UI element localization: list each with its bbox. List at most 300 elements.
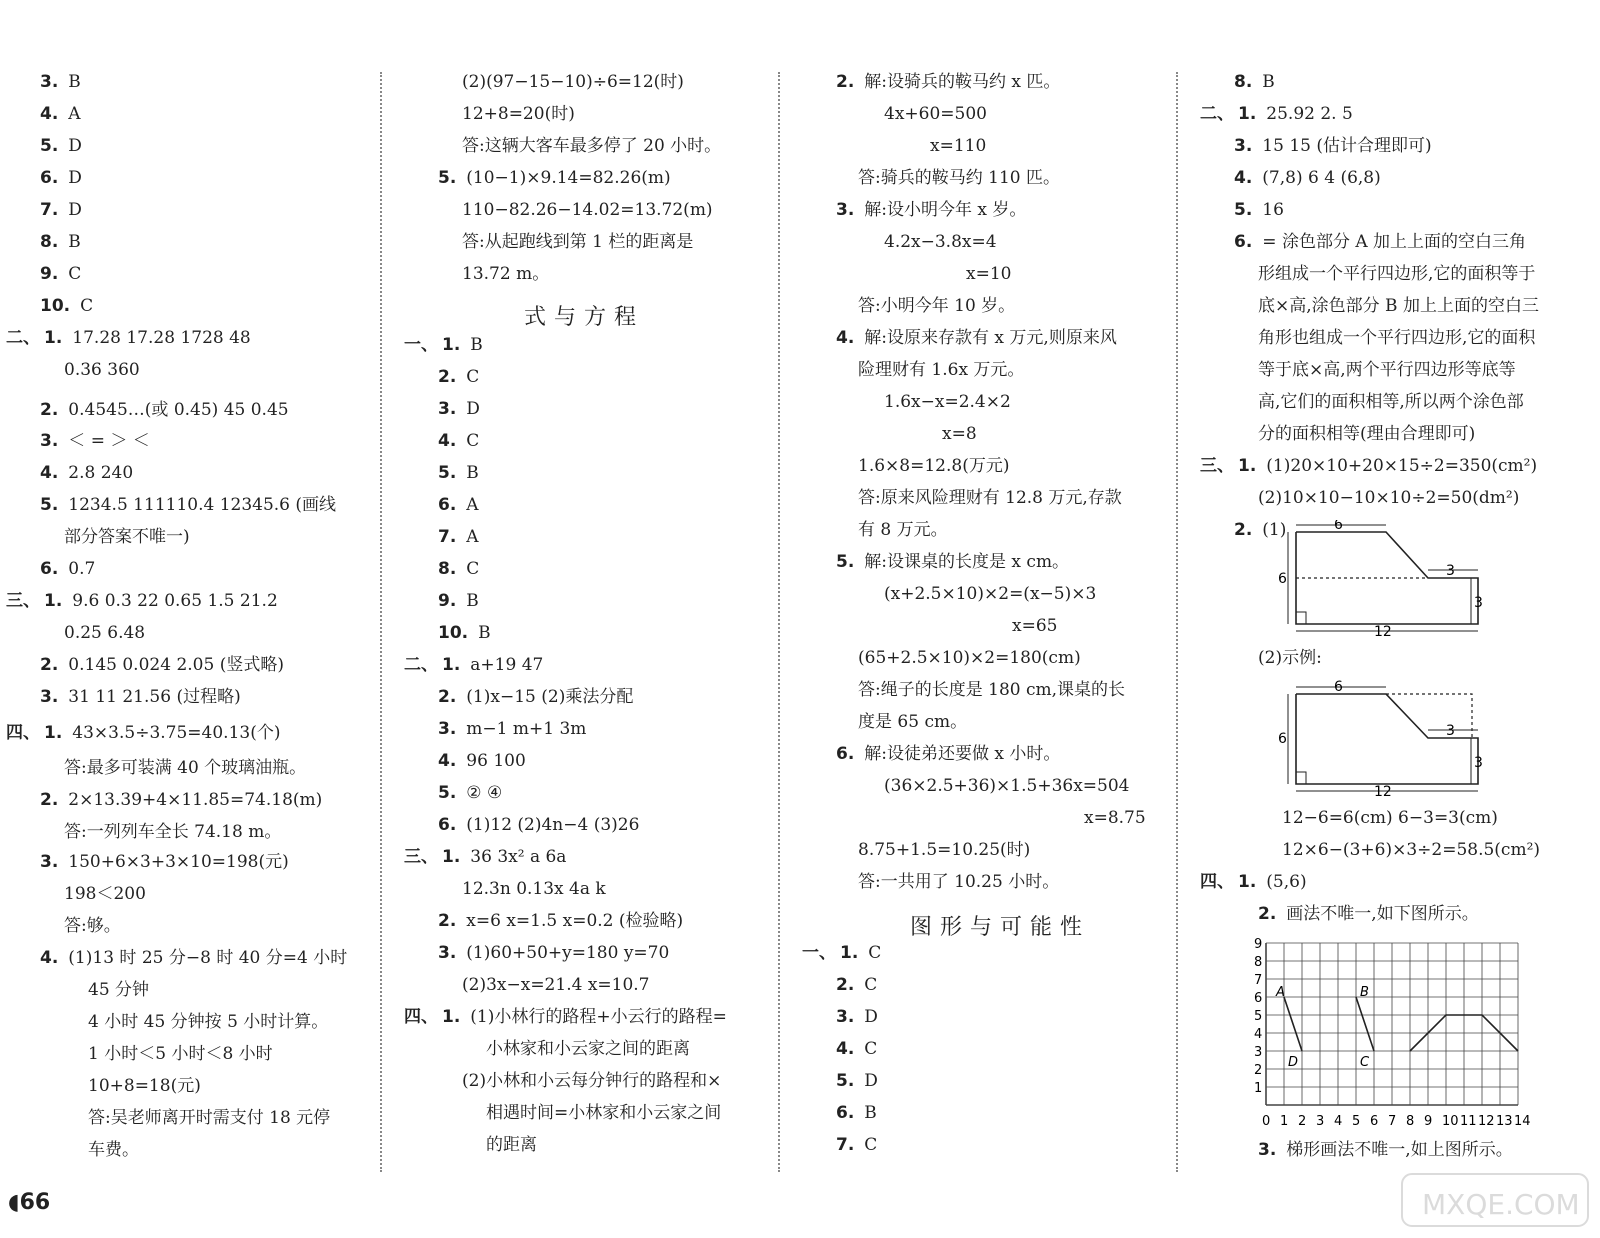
question-number: 1. xyxy=(44,723,63,743)
answer-line xyxy=(836,71,1060,93)
answer-text: 12+8=20(时) xyxy=(462,104,575,124)
answer-text: 0.7 xyxy=(68,559,96,579)
label-right-top: 3 xyxy=(1446,723,1455,739)
answer-line xyxy=(836,1070,878,1092)
answer-line xyxy=(438,814,639,836)
answer-line xyxy=(1234,135,1432,157)
answer-line xyxy=(1234,167,1381,189)
section-marker: 四、 xyxy=(6,723,40,743)
answer-text: (10−1)×9.14=82.26(m) xyxy=(466,168,671,188)
answer-text: B xyxy=(466,463,479,483)
x-tick-label: 1 xyxy=(1280,1114,1289,1129)
column-separator-2 xyxy=(778,72,780,1172)
answer-line xyxy=(858,487,1122,509)
answer-line xyxy=(404,846,566,868)
answer-text: 43×3.5÷3.75=40.13(个) xyxy=(72,723,281,743)
section-marker: 一、 xyxy=(802,943,836,963)
answer-text: A xyxy=(68,104,81,124)
answer-line xyxy=(438,718,586,740)
answer-line xyxy=(40,295,93,317)
section-marker: 二、 xyxy=(1200,104,1234,124)
answer-text: 13.72 m。 xyxy=(462,264,550,284)
question-number: 5. xyxy=(438,168,457,188)
question-number: 5. xyxy=(836,1071,855,1091)
answer-line xyxy=(438,942,669,964)
x-tick-label: 2 xyxy=(1298,1114,1307,1129)
answer-line xyxy=(884,103,987,125)
point-D: D xyxy=(1288,1055,1299,1070)
answer-text: 4.2x−3.8x=4 xyxy=(884,232,997,252)
answer-line xyxy=(1258,359,1516,381)
x-tick-label: 5 xyxy=(1352,1114,1361,1129)
point-C: C xyxy=(1360,1055,1370,1070)
answer-text: 2×13.39+4×11.85=74.18(m) xyxy=(68,790,323,810)
label-bottom: 12 xyxy=(1374,784,1392,800)
answer-text: 解:设骑兵的鞍马约 x 匹。 xyxy=(864,72,1061,92)
answer-text: B xyxy=(466,591,479,611)
answer-line xyxy=(942,423,977,445)
question-number: 4. xyxy=(438,751,457,771)
answer-line xyxy=(64,757,306,779)
column-separator-3 xyxy=(1176,72,1178,1172)
question-number: 6. xyxy=(836,1103,855,1123)
question-number: 1. xyxy=(442,1007,461,1027)
question-number: 10. xyxy=(40,296,71,316)
answer-text: B xyxy=(470,335,483,355)
answer-line xyxy=(462,1070,721,1092)
answer-line xyxy=(40,686,241,708)
question-number: 3. xyxy=(40,852,59,872)
label-bottom: 12 xyxy=(1374,624,1392,640)
answer-text: x=65 xyxy=(1012,616,1058,636)
figure-composite-shape-2 xyxy=(1278,680,1508,805)
x-tick-label: 11 xyxy=(1460,1114,1477,1129)
answer-line xyxy=(462,263,549,285)
answer-text: 答:吴老师离开时需支付 18 元停 xyxy=(88,1108,331,1128)
question-number: 5. xyxy=(40,136,59,156)
answer-line xyxy=(884,775,1130,797)
answer-line xyxy=(438,686,633,708)
point-A: A xyxy=(1276,985,1285,1000)
answer-line xyxy=(1258,423,1475,445)
answer-text: (1)小林行的路程+小云行的路程= xyxy=(470,1007,727,1027)
question-number: 3. xyxy=(40,687,59,707)
y-tick-label: 9 xyxy=(1254,937,1263,952)
answer-text: 的距离 xyxy=(486,1135,537,1155)
answer-text: x=8 xyxy=(942,424,977,444)
answer-line xyxy=(404,334,483,356)
answer-text: 部分答案不唯一) xyxy=(64,527,190,547)
question-number: 1. xyxy=(840,943,859,963)
answer-line xyxy=(40,399,289,421)
question-number: 9. xyxy=(40,264,59,284)
answer-text: 25.92 2. 5 xyxy=(1266,104,1353,124)
answer-line xyxy=(462,974,650,996)
answer-line xyxy=(6,722,280,744)
answer-line xyxy=(438,526,479,548)
answer-line xyxy=(1200,455,1537,477)
answer-text: = 涂色部分 A 加上上面的空白三角 xyxy=(1262,232,1527,252)
answer-line xyxy=(438,590,479,612)
answer-line xyxy=(1258,487,1519,509)
answer-text: (5,6) xyxy=(1266,872,1307,892)
answer-text: 车费。 xyxy=(88,1140,139,1160)
answer-text: 小林家和小云家之间的距离 xyxy=(486,1039,690,1059)
answer-text: B xyxy=(68,72,81,92)
x-tick-label: 13 xyxy=(1496,1114,1513,1129)
answer-text: 4 小时 45 分钟按 5 小时计算。 xyxy=(88,1012,329,1032)
question-number: 4. xyxy=(438,431,457,451)
answer-text: a+19 47 xyxy=(470,655,544,675)
label-top: 6 xyxy=(1334,520,1343,533)
answer-line xyxy=(64,821,281,843)
answer-text: 45 分钟 xyxy=(88,980,150,1000)
answer-text: 0.145 0.024 2.05 (竖式略) xyxy=(68,655,284,675)
question-number: 3. xyxy=(1258,1140,1277,1160)
y-tick-label: 7 xyxy=(1254,973,1263,988)
answer-line xyxy=(438,462,479,484)
answer-line xyxy=(1258,263,1535,285)
answer-line xyxy=(1282,807,1498,829)
question-number: 6. xyxy=(1234,232,1253,252)
answer-line xyxy=(40,71,81,93)
answer-text: C xyxy=(864,975,878,995)
answer-line xyxy=(836,1134,877,1156)
answer-line xyxy=(1200,103,1353,125)
question-number: 7. xyxy=(40,200,59,220)
question-number: 8. xyxy=(1234,72,1253,92)
answer-line xyxy=(858,167,1060,189)
answer-line xyxy=(462,231,693,253)
answer-line xyxy=(438,782,502,804)
answer-line xyxy=(1258,1139,1513,1161)
answer-line xyxy=(88,1011,328,1033)
answer-line xyxy=(462,878,606,900)
answer-text: 解:设小明今年 x 岁。 xyxy=(864,200,1027,220)
figure-composite-shape-1 xyxy=(1278,520,1508,645)
section-title-shapes-probability: 图形与可能性 xyxy=(910,915,1091,940)
question-number: 4. xyxy=(836,328,855,348)
section-marker: 四、 xyxy=(404,1007,438,1027)
answer-line xyxy=(1084,807,1146,829)
answer-line xyxy=(88,979,149,1001)
answer-line xyxy=(884,391,1011,413)
answer-text: B xyxy=(864,1103,877,1123)
answer-text: 相遇时间=小林家和小云家之间 xyxy=(486,1103,722,1123)
answer-line xyxy=(64,915,121,937)
question-number: 6. xyxy=(40,168,59,188)
question-number: 1. xyxy=(442,335,461,355)
answer-text: 198＜200 xyxy=(64,884,146,904)
answer-text: C xyxy=(466,431,480,451)
y-tick-label: 2 xyxy=(1254,1063,1263,1078)
answer-line xyxy=(858,519,948,541)
answer-text: 16 xyxy=(1262,200,1284,220)
answer-line xyxy=(438,910,683,932)
question-number: 5. xyxy=(836,552,855,572)
section-marker: 二、 xyxy=(404,655,438,675)
question-number: 1. xyxy=(1238,456,1257,476)
answer-line xyxy=(1234,199,1284,221)
question-number: 2. xyxy=(836,975,855,995)
answer-text: 底×高,涂色部分 B 加上上面的空白三 xyxy=(1258,296,1539,316)
answer-text: 17.28 17.28 1728 48 xyxy=(72,328,251,348)
answer-text: ＜ = ＞ ＜ xyxy=(68,431,150,451)
x-tick-label: 4 xyxy=(1334,1114,1343,1129)
section-marker: 三、 xyxy=(6,591,40,611)
x-tick-label: 10 xyxy=(1442,1114,1459,1129)
y-tick-label: 8 xyxy=(1254,955,1263,970)
answer-text: (x+2.5×10)×2=(x−5)×3 xyxy=(884,584,1097,604)
answer-line xyxy=(88,1043,273,1065)
question-number: 2. xyxy=(40,655,59,675)
answer-text: 96 100 xyxy=(466,751,526,771)
answer-text: (2)(97−15−10)÷6=12(时) xyxy=(462,72,684,92)
x-tick-label: 3 xyxy=(1316,1114,1325,1129)
answer-line xyxy=(836,551,1069,573)
answer-line xyxy=(438,558,479,580)
answer-text: 答:够。 xyxy=(64,916,121,936)
section-title-equations: 式与方程 xyxy=(524,305,645,330)
answer-line xyxy=(884,231,997,253)
answer-text: 1.6×8=12.8(万元) xyxy=(858,456,1010,476)
answer-text: (2)10×10−10×10÷2=50(dm²) xyxy=(1258,488,1520,508)
answer-line xyxy=(40,462,133,484)
answer-text: 答:一共用了 10.25 小时。 xyxy=(858,872,1060,892)
answer-text: C xyxy=(466,367,480,387)
question-number: 8. xyxy=(40,232,59,252)
answer-text: (2)示例: xyxy=(1258,648,1322,668)
answer-text: D xyxy=(466,399,480,419)
answer-line xyxy=(836,199,1026,221)
question-number: 2. xyxy=(836,72,855,92)
answer-line xyxy=(40,947,347,969)
x-tick-label: 9 xyxy=(1424,1114,1433,1129)
section-marker: 一、 xyxy=(404,335,438,355)
answer-text: 答:最多可装满 40 个玻璃油瓶。 xyxy=(64,758,307,778)
answer-text: 31 11 21.56 (过程略) xyxy=(68,687,241,707)
question-number: 4. xyxy=(1234,168,1253,188)
answer-line xyxy=(438,622,491,644)
answer-text: 等于底×高,两个平行四边形等底等 xyxy=(1258,360,1516,380)
answer-line xyxy=(1012,615,1057,637)
answer-line xyxy=(1258,647,1322,669)
answer-text: (1)20×10+20×15÷2=350(cm²) xyxy=(1266,456,1538,476)
answer-line xyxy=(40,135,82,157)
answer-line xyxy=(438,430,479,452)
answer-line xyxy=(884,583,1096,605)
question-number: 3. xyxy=(438,719,457,739)
answer-text: 解:设徒弟还要做 x 小时。 xyxy=(864,744,1061,764)
answer-line xyxy=(836,974,877,996)
column-separator-1 xyxy=(380,72,382,1172)
answer-text: 画法不唯一,如下图所示。 xyxy=(1286,904,1479,924)
question-number: 6. xyxy=(836,744,855,764)
answer-text: D xyxy=(864,1007,878,1027)
answer-text: B xyxy=(68,232,81,252)
label-left: 6 xyxy=(1278,571,1287,587)
question-number: 2. xyxy=(40,790,59,810)
answer-line xyxy=(40,654,284,676)
answer-line xyxy=(858,711,967,733)
answer-text: 梯形画法不唯一,如上图所示。 xyxy=(1286,1140,1513,1160)
answer-text: 12.3n 0.13x 4a k xyxy=(462,879,606,899)
answer-text: m−1 m+1 3m xyxy=(466,719,587,739)
question-number: 7. xyxy=(438,527,457,547)
answer-line xyxy=(1258,295,1539,317)
y-tick-label: 3 xyxy=(1254,1045,1263,1060)
question-number: 3. xyxy=(438,943,457,963)
label-top: 6 xyxy=(1334,680,1343,695)
answer-line xyxy=(836,743,1060,765)
question-number: 6. xyxy=(438,495,457,515)
answer-text: (36×2.5+36)×1.5+36x=504 xyxy=(884,776,1130,796)
answer-text: C xyxy=(864,1039,878,1059)
answer-line xyxy=(404,654,543,676)
answer-text: 答:从起跑线到第 1 栏的距离是 xyxy=(462,232,694,252)
answer-line xyxy=(802,942,881,964)
answer-line xyxy=(486,1038,690,1060)
answer-line xyxy=(930,135,986,157)
answer-line xyxy=(438,494,479,516)
answer-text: 0.4545…(或 0.45) 45 0.45 xyxy=(68,400,289,420)
answer-text: D xyxy=(864,1071,878,1091)
answer-line xyxy=(966,263,1011,285)
answer-text: x=110 xyxy=(930,136,987,156)
answer-line xyxy=(836,1006,878,1028)
answer-text: ② ④ xyxy=(466,783,503,803)
answer-line xyxy=(858,679,1125,701)
label-left: 6 xyxy=(1278,731,1287,747)
label-right-top: 3 xyxy=(1446,563,1455,579)
answer-line xyxy=(438,750,526,772)
y-tick-label: 5 xyxy=(1254,1009,1263,1024)
answer-line xyxy=(858,839,1030,861)
y-tick-label: 4 xyxy=(1254,1027,1263,1042)
answer-line xyxy=(64,526,190,548)
question-number: 1. xyxy=(442,847,461,867)
question-number: 3. xyxy=(1234,136,1253,156)
answer-line xyxy=(64,622,145,644)
answer-line xyxy=(858,647,1081,669)
question-number: 3. xyxy=(836,200,855,220)
answer-line xyxy=(1234,71,1275,93)
answer-text: 12−6=6(cm) 6−3=3(cm) xyxy=(1282,808,1498,828)
answer-line xyxy=(40,851,289,873)
answer-line xyxy=(40,167,82,189)
answer-text: 1.6x−x=2.4×2 xyxy=(884,392,1011,412)
answer-text: 4x+60=500 xyxy=(884,104,987,124)
question-number: 2. xyxy=(1234,520,1253,540)
answer-line xyxy=(462,103,575,125)
section-marker: 三、 xyxy=(404,847,438,867)
answer-text: 110−82.26−14.02=13.72(m) xyxy=(462,200,713,220)
answer-line xyxy=(1234,231,1526,253)
answer-text: 形组成一个平行四边形,它的面积等于 xyxy=(1258,264,1536,284)
answer-text: 答:骑兵的鞍马约 110 匹。 xyxy=(858,168,1060,188)
question-number: 5. xyxy=(1234,200,1253,220)
y-tick-label: 1 xyxy=(1254,1081,1263,1096)
answer-text: D xyxy=(68,168,82,188)
answer-line xyxy=(64,883,146,905)
question-number: 4. xyxy=(836,1039,855,1059)
answer-line xyxy=(858,295,1015,317)
x-tick-label: 7 xyxy=(1388,1114,1397,1129)
answer-line xyxy=(404,1006,727,1028)
answer-line xyxy=(40,199,82,221)
answer-line xyxy=(836,1102,877,1124)
answer-line xyxy=(1200,871,1307,893)
answer-text: 度是 65 cm。 xyxy=(858,712,968,732)
answer-text: 险理财有 1.6x 万元。 xyxy=(858,360,1025,380)
question-number: 1. xyxy=(44,328,63,348)
label-right: 3 xyxy=(1474,595,1483,611)
answer-text: 分的面积相等(理由合理即可) xyxy=(1258,424,1476,444)
answer-line xyxy=(438,167,671,189)
question-number: 1. xyxy=(1238,872,1257,892)
section-marker: 四、 xyxy=(1200,872,1234,892)
answer-line xyxy=(40,231,81,253)
answer-line xyxy=(40,494,336,516)
answer-text: 36 3x² a 6a xyxy=(470,847,567,867)
answer-line xyxy=(858,359,1024,381)
point-B: B xyxy=(1360,985,1369,1000)
answer-text: 高,它们的面积相等,所以两个涂色部 xyxy=(1258,392,1524,412)
answer-text: x=6 x=1.5 x=0.2 (检验略) xyxy=(466,911,684,931)
answer-text: 1234.5 111110.4 12345.6 (画线 xyxy=(68,495,337,515)
answer-line xyxy=(462,199,713,221)
x-tick-label: 0 xyxy=(1262,1114,1271,1129)
question-number: 1. xyxy=(442,655,461,675)
answer-text: 2.8 240 xyxy=(68,463,134,483)
answer-text: 0.25 6.48 xyxy=(64,623,146,643)
answer-line xyxy=(64,359,140,381)
question-number: 3. xyxy=(40,72,59,92)
section-marker: 二、 xyxy=(6,328,40,348)
answer-line xyxy=(1258,903,1479,925)
question-number: 8. xyxy=(438,559,457,579)
answer-line xyxy=(1282,839,1540,861)
answer-text: A xyxy=(466,495,479,515)
question-number: 6. xyxy=(438,815,457,835)
answer-line xyxy=(858,455,1009,477)
question-number: 3. xyxy=(438,399,457,419)
answer-text: 有 8 万元。 xyxy=(858,520,948,540)
answer-text: (1)60+50+y=180 y=70 xyxy=(466,943,670,963)
question-number: 3. xyxy=(836,1007,855,1027)
answer-text: C xyxy=(68,264,82,284)
answer-text: 答:小明今年 10 岁。 xyxy=(858,296,1016,316)
question-number: 5. xyxy=(438,463,457,483)
answer-text: 答:这辆大客车最多停了 20 小时。 xyxy=(462,136,722,156)
question-number: 3. xyxy=(40,431,59,451)
question-number: 5. xyxy=(40,495,59,515)
x-tick-label: 12 xyxy=(1478,1114,1495,1129)
answer-text: 角形也组成一个平行四边形,它的面积 xyxy=(1258,328,1536,348)
answer-text: B xyxy=(1262,72,1275,92)
section-marker: 三、 xyxy=(1200,456,1234,476)
answer-text: 解:设原来存款有 x 万元,则原来风 xyxy=(864,328,1117,348)
answer-line xyxy=(438,398,480,420)
answer-line xyxy=(836,1038,877,1060)
y-tick-label: 6 xyxy=(1254,991,1263,1006)
question-number: 2. xyxy=(438,687,457,707)
answer-text: x=10 xyxy=(966,264,1012,284)
answer-text: 答:一列列车全长 74.18 m。 xyxy=(64,822,282,842)
answer-text: 15 15 (估计合理即可) xyxy=(1262,136,1432,156)
question-number: 2. xyxy=(1258,904,1277,924)
answer-text: C xyxy=(466,559,480,579)
